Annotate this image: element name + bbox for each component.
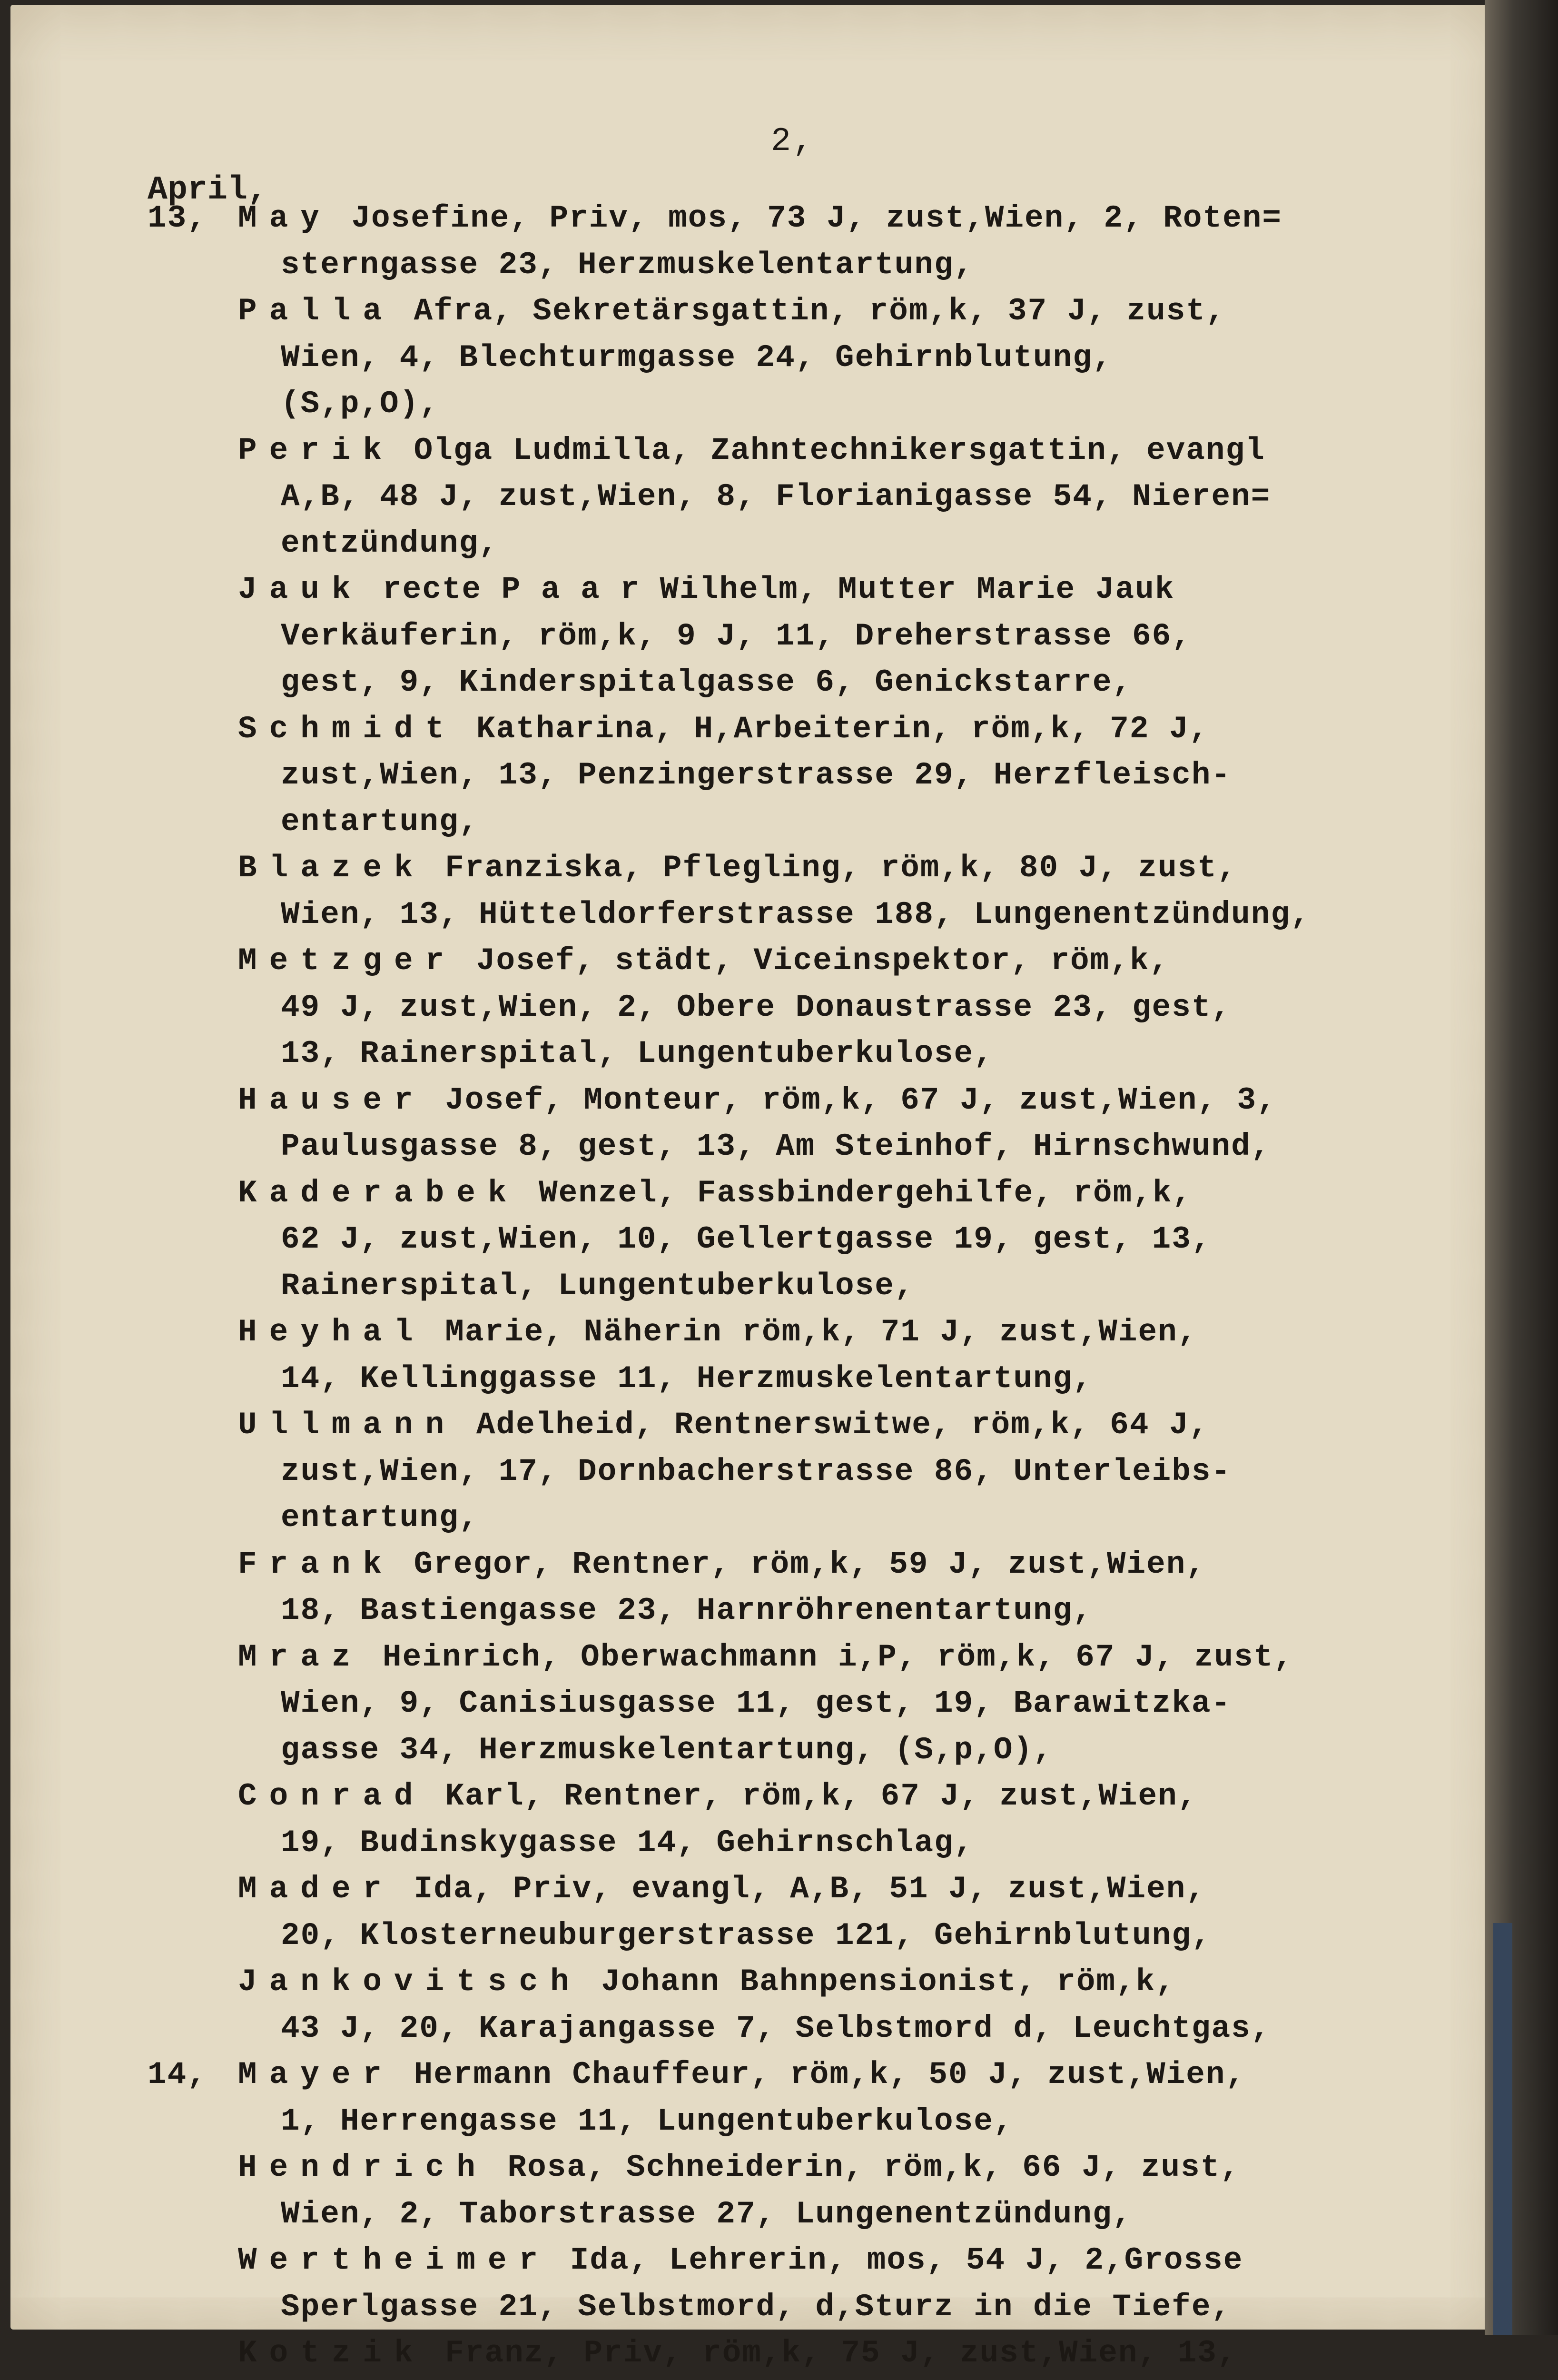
register-entry [148, 2237, 1451, 2330]
register-entry [148, 1309, 1451, 1402]
entry-line [238, 474, 1451, 520]
entry-line [238, 1077, 1451, 1124]
entry-surname: Blazek [238, 850, 425, 886]
entry-line [238, 2284, 1451, 2330]
register-entry [148, 2330, 1451, 2380]
entry-text: Ida, Lehrerin, mos, 54 J, 2,Grosse [570, 2242, 1243, 2278]
register-entry [148, 288, 1451, 427]
entry-line [238, 1123, 1451, 1170]
entry-line [238, 1402, 1451, 1448]
entry-line [238, 1727, 1451, 1774]
register-entry [148, 195, 1451, 288]
entry-line [238, 381, 1451, 427]
register-entry [148, 1773, 1451, 1866]
register-entry [148, 845, 1451, 938]
entry-text: 62 J, zust,Wien, 10, Gellertgasse 19, gest, 13, [281, 1221, 1212, 1257]
entry-text: (S,p,O), [281, 386, 439, 422]
entry-line [238, 242, 1451, 288]
entry-text: entartung, [281, 1500, 479, 1536]
entry-line [238, 938, 1451, 984]
register-entry [148, 1541, 1451, 1634]
entry-line [238, 1031, 1451, 1077]
entry-text: Olga Ludmilla, Zahntechnikersgattin, evangl [414, 433, 1265, 468]
entry-line [238, 1959, 1451, 2005]
entry-line [238, 1773, 1451, 1820]
register-entry [148, 566, 1451, 706]
entry-line [238, 1866, 1451, 1913]
entry-text: Verkäuferin, röm,k, 9 J, 11, Dreherstrasse 66, [281, 618, 1192, 654]
register-entry [148, 706, 1451, 845]
entry-text: Franziska, Pflegling, röm,k, 80 J, zust, [445, 850, 1237, 886]
entry-line [238, 195, 1451, 242]
entry-text: Wien, 2, Taborstrasse 27, Lungenentzündung, [281, 2196, 1132, 2232]
entry-line [238, 1680, 1451, 1727]
entry-text: Wien, 13, Hütteldorferstrasse 188, Lungenentzündung, [281, 897, 1311, 932]
entry-text: Josef, Monteur, röm,k, 67 J, zust,Wien, 3, [445, 1082, 1276, 1118]
page-number: 2, [771, 123, 815, 160]
entry-text: 19, Budinskygasse 14, Gehirnschlag, [281, 1825, 974, 1861]
binding-band [1493, 1923, 1512, 2335]
register-entry [148, 427, 1451, 567]
register-entry [148, 1959, 1451, 2052]
entry-line [238, 706, 1451, 753]
entry-text: gasse 34, Herzmuskelentartung, (S,p,O), [281, 1732, 1053, 1768]
month-heading: April, [148, 171, 267, 209]
register-entry [148, 1402, 1451, 1541]
entry-surname: Jauk [238, 572, 363, 607]
entry-line [238, 984, 1451, 1031]
entry-surname: Schmidt [238, 711, 456, 747]
entry-line [238, 2237, 1451, 2284]
entry-text: zust,Wien, 13, Penzingerstrasse 29, Herzfleisch- [281, 757, 1231, 793]
entry-line [238, 520, 1451, 567]
entry-text: A,B, 48 J, zust,Wien, 8, Florianigasse 54, Nieren= [281, 479, 1271, 515]
entry-text: gest, 9, Kinderspitalgasse 6, Genickstarre, [281, 664, 1132, 700]
register-entry [148, 1634, 1451, 1774]
entry-date: 13, [148, 195, 233, 242]
entry-text: Franz, Priv, röm,k, 75 J, zust,Wien, 13, [445, 2335, 1237, 2371]
entry-line [238, 845, 1451, 892]
entry-surname: Heyhal [238, 1314, 425, 1350]
entry-text: Gregor, Rentner, röm,k, 59 J, zust,Wien, [414, 1547, 1206, 1582]
entry-text: Marie, Näherin röm,k, 71 J, zust,Wien, [445, 1314, 1197, 1350]
entry-surname: Mraz [238, 1639, 363, 1675]
entry-text: 20, Klosterneuburgerstrasse 121, Gehirnblutung, [281, 1918, 1212, 1954]
entry-text: 43 J, 20, Karajangasse 7, Selbstmord d, Leuchtgas, [281, 2011, 1271, 2046]
entry-text: 18, Bastiengasse 23, Harnröhrenentartung, [281, 1593, 1093, 1628]
entry-line [238, 288, 1451, 335]
entry-line [238, 2144, 1451, 2191]
entry-surname: Ullmann [238, 1407, 456, 1443]
entry-line [238, 2377, 1451, 2380]
entry-line [238, 2005, 1451, 2052]
entry-text: 14, Kellinggasse 11, Herzmuskelentartung, [281, 1361, 1093, 1397]
entry-text: Paulusgasse 8, gest, 13, Am Steinhof, Hirnschwund, [281, 1129, 1271, 1164]
entry-line [238, 566, 1451, 613]
entry-surname: Palla [238, 293, 394, 329]
entry-line [238, 1913, 1451, 1959]
entry-line [238, 892, 1451, 938]
register-entry [148, 938, 1451, 1077]
entry-text: Josefine, Priv, mos, 73 J, zust,Wien, 2, Roten= [351, 200, 1282, 236]
entry-text: Wenzel, Fassbindergehilfe, röm,k, [539, 1175, 1192, 1211]
entry-surname: Kotzik [238, 2335, 425, 2371]
entry-line [238, 799, 1451, 845]
entry-line [238, 2052, 1451, 2098]
entry-line [238, 659, 1451, 706]
entry-surname: Mader [238, 1871, 394, 1907]
entry-surname: Hauser [238, 1082, 425, 1118]
register-entry [148, 2144, 1451, 2237]
entry-text: Rainerspital, Lungentuberkulose, [281, 1268, 914, 1304]
entry-text: Ida, Priv, evangl, A,B, 51 J, zust,Wien, [414, 1871, 1206, 1907]
entry-line [238, 335, 1451, 381]
entry-text: Wien, 4, Blechturmgasse 24, Gehirnblutung, [281, 340, 1112, 376]
entry-text: recte P a a r Wilhelm, Mutter Marie Jauk [383, 572, 1174, 607]
entry-surname: Mayer [238, 2057, 394, 2092]
entry-surname: Perik [238, 433, 394, 468]
death-register-list [148, 195, 1451, 2380]
entry-text: Johann Bahnpensionist, röm,k, [601, 1964, 1175, 2000]
entry-surname: Wertheimer [238, 2242, 550, 2278]
entry-line [238, 1448, 1451, 1495]
entry-line [238, 1170, 1451, 1217]
entry-line [238, 2191, 1451, 2238]
entry-line [238, 2098, 1451, 2145]
entry-text: zust,Wien, 17, Dornbacherstrasse 86, Unterleibs- [281, 1454, 1231, 1489]
entry-surname: May [238, 200, 332, 236]
register-entry [148, 1170, 1451, 1309]
entry-text: Sperlgasse 21, Selbstmord, d,Sturz in die Tiefe, [281, 2289, 1231, 2325]
entry-text: Wien, 9, Canisiusgasse 11, gest, 19, Barawitzka- [281, 1686, 1231, 1721]
entry-surname: Frank [238, 1547, 394, 1582]
entry-text: sterngasse 23, Herzmuskelentartung, [281, 247, 974, 283]
entry-surname: Kaderabek [238, 1175, 519, 1211]
entry-text: Heinrich, Oberwachmann i,P, röm,k, 67 J, zust, [383, 1639, 1293, 1675]
register-entry [148, 1077, 1451, 1170]
entry-line [238, 752, 1451, 799]
entry-surname: Jankovitsch [238, 1964, 582, 2000]
entry-text: Hermann Chauffeur, röm,k, 50 J, zust,Wien, [414, 2057, 1245, 2092]
register-entry [148, 1866, 1451, 1959]
entry-surname: Metzger [238, 943, 456, 979]
entry-text: Adelheid, Rentnerswitwe, röm,k, 64 J, [476, 1407, 1209, 1443]
entry-line [238, 427, 1451, 474]
entry-line [238, 1587, 1451, 1634]
entry-text: entartung, [281, 804, 479, 840]
entry-text: Josef, städt, Viceinspektor, röm,k, [476, 943, 1169, 979]
entry-text: entzündung, [281, 526, 499, 561]
entry-text: Rosa, Schneiderin, röm,k, 66 J, zust, [507, 2150, 1240, 2185]
entry-line [238, 1356, 1451, 1402]
entry-line [238, 613, 1451, 660]
entry-text: Katharina, H,Arbeiterin, röm,k, 72 J, [476, 711, 1209, 747]
register-entry [148, 2052, 1451, 2144]
entry-surname: Conrad [238, 1778, 425, 1814]
entry-line [238, 2330, 1451, 2377]
entry-text: Karl, Rentner, röm,k, 67 J, zust,Wien, [445, 1778, 1197, 1814]
entry-text: Afra, Sekretärsgattin, röm,k, 37 J, zust, [414, 293, 1226, 329]
entry-line [238, 1634, 1451, 1681]
entry-text: 49 J, zust,Wien, 2, Obere Donaustrasse 23, gest, [281, 990, 1231, 1025]
entry-text: 1, Herrengasse 11, Lungentuberkulose, [281, 2103, 1013, 2139]
entry-line [238, 1216, 1451, 1263]
entry-line [238, 1820, 1451, 1866]
entry-line [238, 1263, 1451, 1309]
entry-date: 14, [148, 2052, 233, 2098]
entry-line [238, 1309, 1451, 1356]
entry-surname: Hendrich [238, 2150, 488, 2185]
entry-line [238, 1495, 1451, 1541]
entry-text: 13, Rainerspital, Lungentuberkulose, [281, 1036, 994, 1071]
entry-line [238, 1541, 1451, 1588]
